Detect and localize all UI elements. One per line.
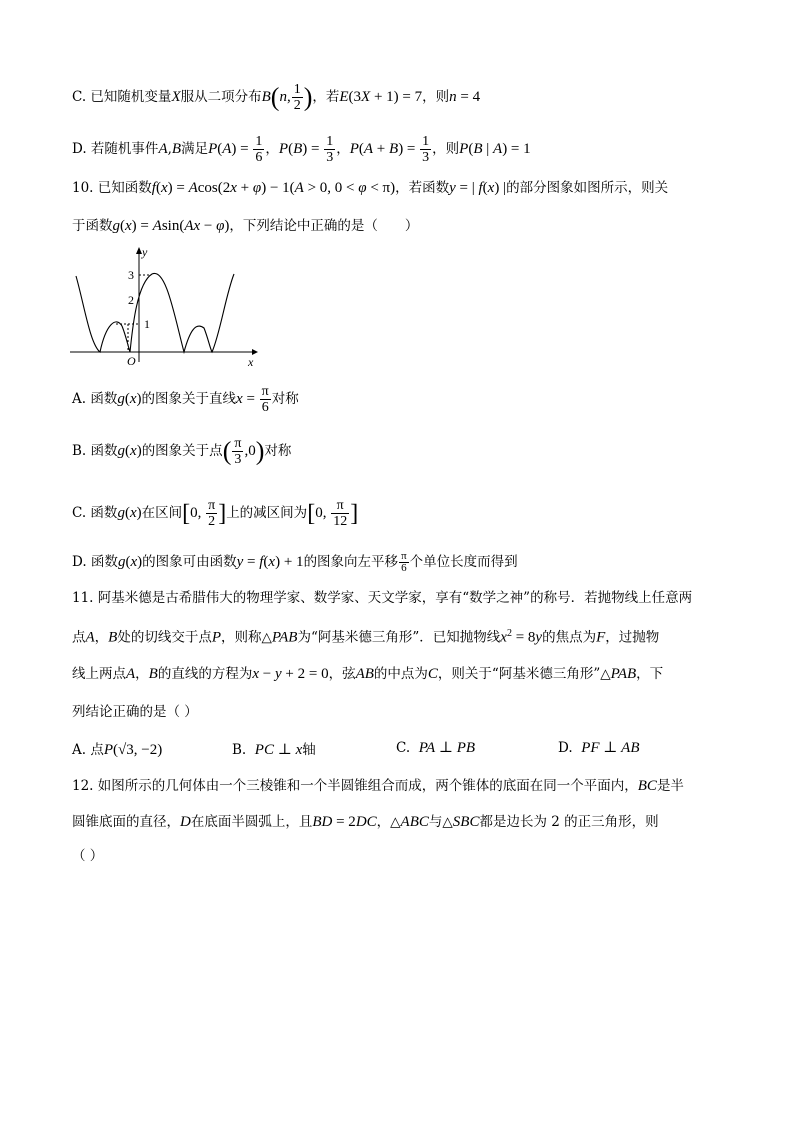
q10-option-c: C. 函数g(x)在区间[0, $\frac{\pi}{2}$ ]上的减区间为[0, $\frac{\pi}{12}$ ]: [72, 498, 359, 529]
tick-label-2: 2: [128, 293, 134, 307]
q10-stem-line1: 10. 已知函数f(x) = Acos(2x + φ) − 1(A > 0, 0 < φ < π)，若函数y = | f(x) |的部分图象如图所示，则关: [72, 180, 669, 196]
q11-option-d: D. PF ⊥ AB: [558, 740, 640, 756]
y-label: y: [142, 245, 148, 259]
tick-label-3: 3: [128, 268, 134, 282]
q11-option-a: A. 点P(√3, −2): [72, 742, 163, 758]
q12-stem-line3: （ ）: [72, 848, 104, 864]
q11-option-c: C. PA ⊥ PB: [396, 740, 476, 756]
q10-stem-line2: 于函数g(x) = Asin(Ax − φ)，下列结论中正确的是（ ）: [72, 218, 419, 234]
q10-option-a: A. 函数g(x)的图象关于直线x = $\frac{\pi}{6}$ 对称: [72, 384, 299, 415]
q9-option-c: C. 已知随机变量X服从二项分布B(n, $\frac{1}{2}$ )，若E(3X + 1) = 7，则n = 4: [72, 82, 481, 113]
q9-option-d: D. 若随机事件A,B满足P(A) = $\frac{1}{6}$ ，P(B) = $\frac{1}{3}$ ，P(A + B) = $\frac{1}{3}$ ，则P(B | A) = 1: [72, 134, 531, 165]
x-label: x: [248, 355, 254, 368]
q11-stem-line4: 列结论正确的是（ ）: [72, 704, 198, 720]
q11-option-b: B. PC ⊥ x轴: [232, 742, 316, 758]
q10-option-b: B. 函数g(x)的图象关于点( $\frac{\pi}{3}$ ,0)对称: [72, 436, 292, 467]
tick-label-1: 1: [144, 317, 150, 331]
q10-function-graph: [66, 244, 266, 368]
q12-stem-line1: 12. 如图所示的几何体由一个三棱锥和一个半圆锥组合而成，两个锥体的底面在同一个平面内，BC是半: [72, 778, 684, 794]
q11-stem-line1: 11. 阿基米德是古希腊伟大的物理学家、数学家、天文学家，享有“数学之神”的称号．若抛物线上任意两: [72, 590, 693, 606]
q10-option-d: D. 函数g(x)的图象可由函数y = f(x) + 1的图象向左平移 $\frac{\pi}{6}$ 个单位长度而得到: [72, 550, 518, 574]
q11-stem-line2: 点A，B处的切线交于点P，则称△PAB为“阿基米德三角形”．已知抛物线$x^2 = 8y$的焦点为F，过抛物: [72, 628, 660, 646]
q12-stem-line2: 圆锥底面的直径，D在底面半圆弧上，且BD = 2DC，△ABC与△SBC都是边长为 2 的正三角形，则: [72, 814, 659, 830]
origin-label: O: [127, 354, 136, 368]
q11-stem-line3: 线上两点A，B的直线的方程为x − y + 2 = 0，弦AB的中点为C，则关于“阿基米德三角形”△PAB，下: [72, 666, 664, 682]
curve-abs-f: [76, 273, 234, 352]
